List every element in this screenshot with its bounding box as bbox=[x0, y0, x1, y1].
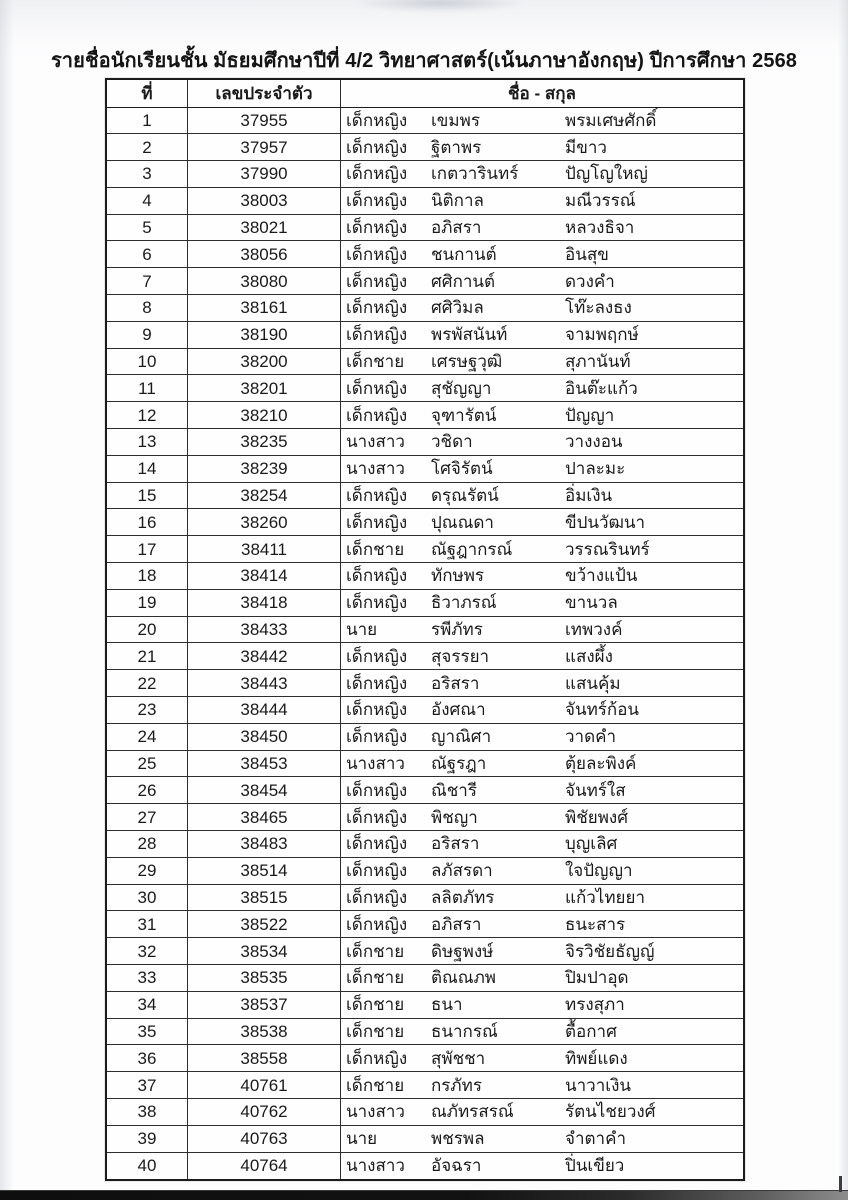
last-name: จิรวิชัยธัญญ์ bbox=[565, 941, 655, 961]
table-row bbox=[107, 777, 743, 804]
first-name: อภิสรา bbox=[431, 914, 482, 934]
row-number-cell: 29 bbox=[107, 858, 188, 884]
student-id-cell: 38260 bbox=[188, 509, 341, 535]
student-name-cell bbox=[341, 483, 743, 509]
name-prefix: เด็กหญิง bbox=[346, 914, 408, 934]
student-name-cell bbox=[341, 509, 743, 535]
last-name: ขานวล bbox=[565, 593, 618, 613]
last-name: พิชัยพงศ์ bbox=[565, 807, 629, 827]
name-prefix: เด็กชาย bbox=[346, 1021, 405, 1041]
student-id-cell: 38515 bbox=[188, 885, 341, 911]
student-id-cell: 38411 bbox=[188, 536, 341, 562]
first-name: ดิษฐพงษ์ bbox=[431, 941, 494, 961]
student-name-cell bbox=[341, 375, 743, 401]
name-prefix: เด็กหญิง bbox=[346, 164, 408, 184]
row-number-cell: 24 bbox=[107, 724, 188, 750]
row-number-cell: 38 bbox=[107, 1099, 188, 1125]
student-name-cell bbox=[341, 241, 743, 267]
student-name-cell bbox=[341, 697, 743, 723]
student-id-cell: 40761 bbox=[188, 1072, 341, 1098]
last-name: ปาละมะ bbox=[565, 459, 626, 479]
page-title: รายชื่อนักเรียนชั้น มัธยมศึกษาปีที่ 4/2 วิทยาศาสตร์(เน้นภาษาอังกฤษ) ปีการศึกษา 2568 bbox=[50, 50, 798, 72]
table-row bbox=[107, 375, 743, 402]
row-number-cell: 8 bbox=[107, 295, 188, 321]
name-prefix: เด็กหญิง bbox=[346, 378, 408, 398]
last-name: อิ่มเงิน bbox=[565, 486, 613, 506]
last-name: จันทร์ใส bbox=[565, 780, 626, 800]
student-name-cell bbox=[341, 885, 743, 911]
row-number-cell: 14 bbox=[107, 456, 188, 482]
student-name-cell bbox=[341, 188, 743, 214]
student-id-cell: 37955 bbox=[188, 108, 341, 134]
row-number-cell: 21 bbox=[107, 643, 188, 669]
first-name: ธิวาภรณ์ bbox=[431, 593, 497, 613]
name-prefix: เด็กหญิง bbox=[346, 861, 408, 881]
table-row bbox=[107, 108, 743, 135]
last-name: ธนะสาร bbox=[565, 914, 626, 934]
last-name: อินสุข bbox=[565, 244, 609, 264]
last-name: ขีปนวัฒนา bbox=[565, 512, 646, 532]
name-prefix: เด็กหญิง bbox=[346, 110, 408, 130]
first-name: อริสรา bbox=[431, 673, 480, 693]
name-prefix: เด็กหญิง bbox=[346, 1048, 408, 1068]
table-row bbox=[107, 161, 743, 188]
table-row bbox=[107, 724, 743, 751]
last-name: ใจปัญญา bbox=[565, 861, 633, 881]
name-prefix: นาย bbox=[346, 620, 378, 640]
row-number-cell: 2 bbox=[107, 134, 188, 160]
name-prefix: เด็กชาย bbox=[346, 995, 405, 1015]
first-name: พรพัสนันท์ bbox=[431, 325, 508, 345]
name-prefix: เด็กชาย bbox=[346, 941, 405, 961]
row-number-cell: 6 bbox=[107, 241, 188, 267]
last-name: อินต๊ะแก้ว bbox=[565, 378, 638, 398]
student-id-cell: 37957 bbox=[188, 134, 341, 160]
header-no: ที่ bbox=[107, 80, 188, 107]
table-row bbox=[107, 295, 743, 322]
row-number-cell: 10 bbox=[107, 349, 188, 375]
student-id-cell: 40762 bbox=[188, 1099, 341, 1125]
row-number-cell: 33 bbox=[107, 965, 188, 991]
student-name-cell bbox=[341, 858, 743, 884]
last-name: รัตนไชยวงศ์ bbox=[565, 1102, 656, 1122]
student-name-cell bbox=[341, 617, 743, 643]
student-id-cell: 38239 bbox=[188, 456, 341, 482]
row-number-cell: 12 bbox=[107, 402, 188, 428]
row-number-cell: 37 bbox=[107, 1072, 188, 1098]
table-row bbox=[107, 349, 743, 376]
row-number-cell: 19 bbox=[107, 590, 188, 616]
student-name-cell bbox=[341, 1126, 743, 1152]
student-name-cell bbox=[341, 295, 743, 321]
first-name: พชรพล bbox=[431, 1129, 485, 1149]
first-name: โศจิรัตน์ bbox=[431, 459, 493, 479]
last-name: จันทร์ก้อน bbox=[565, 700, 640, 720]
first-name: อังศณา bbox=[431, 700, 486, 720]
first-name: อภิสรา bbox=[431, 218, 482, 238]
student-name-cell bbox=[341, 456, 743, 482]
student-name-cell bbox=[341, 1099, 743, 1125]
table-row bbox=[107, 885, 743, 912]
name-prefix: เด็กหญิง bbox=[346, 673, 408, 693]
first-name: เศรษฐวุฒิ bbox=[431, 352, 503, 372]
first-name: ลภัสรดา bbox=[431, 861, 493, 881]
student-id-cell: 38454 bbox=[188, 777, 341, 803]
student-id-cell: 38210 bbox=[188, 402, 341, 428]
table-row bbox=[107, 670, 743, 697]
page-edge-shading-right bbox=[838, 0, 848, 1200]
last-name: ตุ้ยละพิงค์ bbox=[565, 754, 637, 774]
last-name: มณีวรรณ์ bbox=[565, 191, 636, 211]
table-row bbox=[107, 509, 743, 536]
first-name: ณัฐรฎา bbox=[431, 754, 487, 774]
student-id-cell: 38190 bbox=[188, 322, 341, 348]
table-row bbox=[107, 322, 743, 349]
row-number-cell: 16 bbox=[107, 509, 188, 535]
table-row bbox=[107, 617, 743, 644]
first-name: วชิดา bbox=[431, 432, 473, 452]
table-row bbox=[107, 241, 743, 268]
name-prefix: นางสาว bbox=[346, 1156, 405, 1176]
last-name: ดวงคำ bbox=[565, 271, 615, 291]
first-name: อัจฉรา bbox=[431, 1156, 482, 1176]
last-name: ปัญญา bbox=[565, 405, 615, 425]
student-name-cell bbox=[341, 911, 743, 937]
student-name-cell bbox=[341, 1072, 743, 1098]
name-prefix: เด็กหญิง bbox=[346, 218, 408, 238]
student-name-cell bbox=[341, 429, 743, 455]
name-prefix: เด็กหญิง bbox=[346, 405, 408, 425]
row-number-cell: 18 bbox=[107, 563, 188, 589]
first-name: ทักษพร bbox=[431, 566, 485, 586]
row-number-cell: 40 bbox=[107, 1153, 188, 1180]
row-number-cell: 35 bbox=[107, 1019, 188, 1045]
first-name: สุจรรยา bbox=[431, 646, 490, 666]
row-number-cell: 36 bbox=[107, 1045, 188, 1071]
student-id-cell: 38465 bbox=[188, 804, 341, 830]
student-id-cell: 38453 bbox=[188, 751, 341, 777]
last-name: แสนคุ้ม bbox=[565, 673, 621, 693]
student-name-cell bbox=[341, 670, 743, 696]
table-row bbox=[107, 429, 743, 456]
first-name: ฐิตาพร bbox=[431, 137, 482, 157]
student-id-cell: 38443 bbox=[188, 670, 341, 696]
row-number-cell: 15 bbox=[107, 483, 188, 509]
first-name: พิชญา bbox=[431, 807, 478, 827]
last-name: ทิพย์แดง bbox=[565, 1048, 628, 1068]
student-table bbox=[105, 78, 745, 1181]
scan-artifact-top bbox=[352, 0, 527, 12]
table-row bbox=[107, 697, 743, 724]
row-number-cell: 26 bbox=[107, 777, 188, 803]
name-prefix: เด็กหญิง bbox=[346, 137, 408, 157]
first-name: ณัฐฎากรณ์ bbox=[431, 539, 513, 559]
table-row bbox=[107, 1153, 743, 1180]
last-name: หลวงธิจา bbox=[565, 218, 635, 238]
student-id-cell: 38003 bbox=[188, 188, 341, 214]
name-prefix: เด็กหญิง bbox=[346, 834, 408, 854]
row-number-cell: 39 bbox=[107, 1126, 188, 1152]
first-name: กรภัทร bbox=[431, 1075, 482, 1095]
student-id-cell: 38558 bbox=[188, 1045, 341, 1071]
table-row bbox=[107, 456, 743, 483]
row-number-cell: 22 bbox=[107, 670, 188, 696]
row-number-cell: 30 bbox=[107, 885, 188, 911]
row-number-cell: 9 bbox=[107, 322, 188, 348]
first-name: สุชัญญา bbox=[431, 378, 492, 398]
first-name: ณภัทรสรณ์ bbox=[431, 1102, 514, 1122]
table-row bbox=[107, 992, 743, 1019]
first-name: จุฑารัตน์ bbox=[431, 405, 497, 425]
last-name: แก้วไทยยา bbox=[565, 888, 646, 907]
student-id-cell: 38514 bbox=[188, 858, 341, 884]
student-id-cell: 40763 bbox=[188, 1126, 341, 1152]
student-id-cell: 38418 bbox=[188, 590, 341, 616]
table-row bbox=[107, 1126, 743, 1153]
last-name: ปิมปาอุด bbox=[565, 968, 629, 988]
table-row bbox=[107, 590, 743, 617]
row-number-cell: 23 bbox=[107, 697, 188, 723]
name-prefix: เด็กหญิง bbox=[346, 325, 408, 345]
last-name: พรมเศษศักดิ์ bbox=[565, 110, 657, 130]
table-row bbox=[107, 911, 743, 938]
first-name: ศศิวิมล bbox=[431, 298, 484, 318]
first-name: ธนากรณ์ bbox=[431, 1021, 498, 1041]
student-id-cell: 38442 bbox=[188, 643, 341, 669]
student-name-cell bbox=[341, 751, 743, 777]
last-name: วาดคำ bbox=[565, 727, 617, 747]
name-prefix: เด็กหญิง bbox=[346, 486, 408, 506]
last-name: บุญเลิศ bbox=[565, 834, 618, 854]
name-prefix: เด็กชาย bbox=[346, 539, 405, 559]
student-name-cell bbox=[341, 349, 743, 375]
name-prefix: เด็กหญิง bbox=[346, 646, 408, 666]
student-name-cell bbox=[341, 1045, 743, 1071]
table-row bbox=[107, 965, 743, 992]
name-prefix: นางสาว bbox=[346, 432, 405, 452]
table-row bbox=[107, 643, 743, 670]
table-row bbox=[107, 1099, 743, 1126]
row-number-cell: 3 bbox=[107, 161, 188, 187]
student-id-cell: 38056 bbox=[188, 241, 341, 267]
last-name: ตื้อกาศ bbox=[565, 1021, 617, 1041]
name-prefix: นางสาว bbox=[346, 754, 405, 774]
first-name: ศศิกานต์ bbox=[431, 271, 496, 291]
scan-artifact-bottom-right bbox=[839, 1176, 842, 1192]
first-name: สุพัชชา bbox=[431, 1048, 486, 1068]
last-name: จามพฤกษ์ bbox=[565, 325, 639, 345]
student-id-cell: 38200 bbox=[188, 349, 341, 375]
row-number-cell: 5 bbox=[107, 215, 188, 241]
page-edge-shading-left bbox=[0, 0, 14, 1200]
student-id-cell: 38254 bbox=[188, 483, 341, 509]
first-name: รพีภัทร bbox=[431, 620, 483, 640]
student-name-cell bbox=[341, 1153, 743, 1180]
table-row bbox=[107, 751, 743, 778]
student-id-cell: 38483 bbox=[188, 831, 341, 857]
student-id-cell: 37990 bbox=[188, 161, 341, 187]
student-id-cell: 38450 bbox=[188, 724, 341, 750]
row-number-cell: 32 bbox=[107, 938, 188, 964]
last-name: สุภานันท์ bbox=[565, 352, 631, 372]
row-number-cell: 7 bbox=[107, 268, 188, 294]
name-prefix: เด็กหญิง bbox=[346, 593, 408, 613]
student-id-cell: 38522 bbox=[188, 911, 341, 937]
student-id-cell: 38537 bbox=[188, 992, 341, 1018]
last-name: ขว้างแป้น bbox=[565, 566, 638, 586]
row-number-cell: 34 bbox=[107, 992, 188, 1018]
student-name-cell bbox=[341, 965, 743, 991]
row-number-cell: 20 bbox=[107, 617, 188, 643]
last-name: โท๊ะลงธง bbox=[565, 298, 632, 318]
first-name: ลลิตภัทร bbox=[431, 888, 495, 907]
header-student-id: เลขประจำตัว bbox=[188, 80, 341, 107]
first-name: ญาณิศา bbox=[431, 727, 492, 747]
table-row bbox=[107, 188, 743, 215]
student-name-cell bbox=[341, 108, 743, 134]
name-prefix: เด็กหญิง bbox=[346, 298, 408, 318]
student-name-cell bbox=[341, 134, 743, 160]
last-name: ปิ่นเขียว bbox=[565, 1156, 625, 1176]
student-name-cell bbox=[341, 1019, 743, 1045]
table-header-row bbox=[107, 80, 743, 108]
name-prefix: เด็กชาย bbox=[346, 1075, 405, 1095]
name-prefix: เด็กหญิง bbox=[346, 244, 408, 264]
student-name-cell bbox=[341, 777, 743, 803]
student-name-cell bbox=[341, 536, 743, 562]
first-name: เขมพร bbox=[431, 110, 480, 130]
table-row bbox=[107, 1019, 743, 1046]
name-prefix: นางสาว bbox=[346, 1102, 405, 1122]
student-id-cell: 38414 bbox=[188, 563, 341, 589]
last-name: ปัญโญใหญ่ bbox=[565, 164, 648, 184]
table-row bbox=[107, 938, 743, 965]
first-name: ธนา bbox=[431, 995, 463, 1015]
student-name-cell bbox=[341, 215, 743, 241]
last-name: ทรงสุภา bbox=[565, 995, 625, 1015]
student-name-cell bbox=[341, 804, 743, 830]
row-number-cell: 13 bbox=[107, 429, 188, 455]
table-row bbox=[107, 268, 743, 295]
table-row bbox=[107, 134, 743, 161]
row-number-cell: 17 bbox=[107, 536, 188, 562]
row-number-cell: 31 bbox=[107, 911, 188, 937]
table-row bbox=[107, 1045, 743, 1072]
name-prefix: นางสาว bbox=[346, 459, 405, 479]
student-name-cell bbox=[341, 831, 743, 857]
first-name: ดรุณรัตน์ bbox=[431, 486, 499, 506]
student-id-cell: 38535 bbox=[188, 965, 341, 991]
student-table-body bbox=[107, 108, 743, 1180]
name-prefix: เด็กหญิง bbox=[346, 566, 408, 586]
student-id-cell: 38534 bbox=[188, 938, 341, 964]
student-id-cell: 38538 bbox=[188, 1019, 341, 1045]
row-number-cell: 4 bbox=[107, 188, 188, 214]
name-prefix: เด็กชาย bbox=[346, 968, 405, 988]
last-name: วรรณรินทร์ bbox=[565, 539, 650, 559]
table-row bbox=[107, 402, 743, 429]
student-id-cell: 40764 bbox=[188, 1153, 341, 1180]
name-prefix: เด็กหญิง bbox=[346, 191, 408, 211]
student-id-cell: 38235 bbox=[188, 429, 341, 455]
student-name-cell bbox=[341, 590, 743, 616]
student-name-cell bbox=[341, 161, 743, 187]
table-row bbox=[107, 1072, 743, 1099]
first-name: นิติกาล bbox=[431, 191, 484, 211]
name-prefix: เด็กหญิง bbox=[346, 512, 408, 532]
name-prefix: เด็กหญิง bbox=[346, 807, 408, 827]
student-name-cell bbox=[341, 938, 743, 964]
scan-artifact-bottom-band bbox=[0, 1190, 848, 1200]
name-prefix: เด็กหญิง bbox=[346, 700, 408, 720]
name-prefix: นาย bbox=[346, 1129, 378, 1149]
first-name: ชนกานต์ bbox=[431, 244, 497, 264]
student-name-cell bbox=[341, 268, 743, 294]
row-number-cell: 27 bbox=[107, 804, 188, 830]
student-name-cell bbox=[341, 563, 743, 589]
student-id-cell: 38444 bbox=[188, 697, 341, 723]
student-id-cell: 38433 bbox=[188, 617, 341, 643]
table-row bbox=[107, 858, 743, 885]
row-number-cell: 28 bbox=[107, 831, 188, 857]
last-name: นาวาเงิน bbox=[565, 1075, 631, 1095]
last-name: มีขาว bbox=[565, 137, 607, 157]
student-id-cell: 38021 bbox=[188, 215, 341, 241]
row-number-cell: 25 bbox=[107, 751, 188, 777]
table-row bbox=[107, 563, 743, 590]
row-number-cell: 1 bbox=[107, 108, 188, 134]
last-name: จำตาคำ bbox=[565, 1129, 627, 1149]
student-id-cell: 38080 bbox=[188, 268, 341, 294]
student-name-cell bbox=[341, 322, 743, 348]
student-name-cell bbox=[341, 402, 743, 428]
first-name: ณิชารี bbox=[431, 780, 477, 800]
table-row bbox=[107, 804, 743, 831]
student-name-cell bbox=[341, 643, 743, 669]
row-number-cell: 11 bbox=[107, 375, 188, 401]
table-row bbox=[107, 831, 743, 858]
first-name: อริสรา bbox=[431, 834, 480, 854]
table-row bbox=[107, 536, 743, 563]
name-prefix: เด็กชาย bbox=[346, 352, 405, 372]
student-name-cell bbox=[341, 992, 743, 1018]
name-prefix: เด็กหญิง bbox=[346, 727, 408, 747]
table-row bbox=[107, 483, 743, 510]
first-name: ปุณณดา bbox=[431, 512, 494, 532]
table-row bbox=[107, 215, 743, 242]
student-id-cell: 38161 bbox=[188, 295, 341, 321]
name-prefix: เด็กหญิง bbox=[346, 780, 408, 800]
student-id-cell: 38201 bbox=[188, 375, 341, 401]
student-name-cell bbox=[341, 724, 743, 750]
header-name: ชื่อ - สกุล bbox=[508, 83, 576, 103]
first-name: ติณณภพ bbox=[431, 968, 496, 988]
last-name: เทพวงค์ bbox=[565, 620, 623, 640]
first-name: เกตวารินทร์ bbox=[431, 164, 519, 184]
name-prefix: เด็กหญิง bbox=[346, 888, 408, 907]
last-name: วางงอน bbox=[565, 432, 623, 452]
last-name: แสงผึ้ง bbox=[565, 646, 613, 666]
name-prefix: เด็กหญิง bbox=[346, 271, 408, 291]
